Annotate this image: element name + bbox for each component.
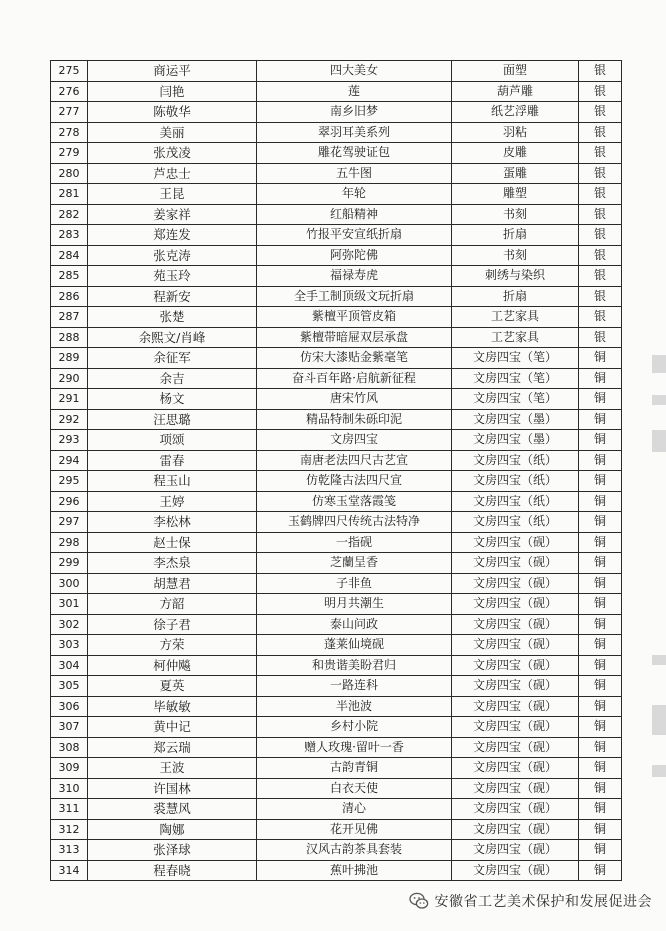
award-grade-cell: 银	[579, 81, 622, 102]
row-number-cell: 279	[51, 143, 88, 164]
award-grade-cell: 银	[579, 102, 622, 123]
table-row	[51, 819, 622, 840]
award-table-body	[51, 61, 622, 881]
category-cell: 文房四宝（纸）	[452, 471, 579, 492]
category-cell: 蛋雕	[452, 163, 579, 184]
category-cell: 文房四宝（砚）	[452, 614, 579, 635]
table-row	[51, 758, 622, 779]
creator-name-cell: 王婷	[88, 491, 257, 512]
table-row	[51, 553, 622, 574]
creator-name-cell: 王昆	[88, 184, 257, 205]
watermark-text: 安徽省工艺美术保护和发展促进会	[434, 894, 652, 910]
category-cell: 文房四宝（砚）	[452, 696, 579, 717]
award-grade-cell: 铜	[579, 573, 622, 594]
table-row	[51, 696, 622, 717]
table-row	[51, 717, 622, 738]
award-grade-cell: 铜	[579, 655, 622, 676]
work-title-cell: 年轮	[257, 184, 452, 205]
category-cell: 文房四宝（纸）	[452, 450, 579, 471]
award-grade-cell: 铜	[579, 348, 622, 369]
table-row	[51, 204, 622, 225]
award-grade-cell: 铜	[579, 512, 622, 533]
creator-name-cell: 余征军	[88, 348, 257, 369]
creator-name-cell: 徐子君	[88, 614, 257, 635]
work-title-cell: 一路连科	[257, 676, 452, 697]
work-title-cell: 南唐老法四尺古艺宣	[257, 450, 452, 471]
award-grade-cell: 银	[579, 286, 622, 307]
wechat-icon	[409, 891, 429, 911]
award-grade-cell: 银	[579, 122, 622, 143]
row-number-cell: 288	[51, 327, 88, 348]
row-number-cell: 277	[51, 102, 88, 123]
award-grade-cell: 铜	[579, 430, 622, 451]
creator-name-cell: 余吉	[88, 368, 257, 389]
row-number-cell: 283	[51, 225, 88, 246]
work-title-cell: 仿寒玉堂落霞笺	[257, 491, 452, 512]
creator-name-cell: 汪思璐	[88, 409, 257, 430]
category-cell: 文房四宝（砚）	[452, 799, 579, 820]
award-grade-cell: 铜	[579, 614, 622, 635]
award-grade-cell: 铜	[579, 717, 622, 738]
row-number-cell: 291	[51, 389, 88, 410]
category-cell: 工艺家具	[452, 307, 579, 328]
creator-name-cell: 张茂凌	[88, 143, 257, 164]
award-grade-cell: 铜	[579, 676, 622, 697]
row-number-cell: 296	[51, 491, 88, 512]
work-title-cell: 蓬莱仙境砚	[257, 635, 452, 656]
award-grade-cell: 铜	[579, 594, 622, 615]
table-row	[51, 573, 622, 594]
creator-name-cell: 许国林	[88, 778, 257, 799]
award-grade-cell: 铜	[579, 635, 622, 656]
row-number-cell: 307	[51, 717, 88, 738]
work-title-cell: 文房四宝	[257, 430, 452, 451]
category-cell: 羽粘	[452, 122, 579, 143]
award-grade-cell: 铜	[579, 450, 622, 471]
scan-margin-mark	[652, 765, 666, 777]
category-cell: 文房四宝（纸）	[452, 512, 579, 533]
work-title-cell: 玉鹤牌四尺传统古法特净	[257, 512, 452, 533]
table-row	[51, 471, 622, 492]
category-cell: 文房四宝（墨）	[452, 409, 579, 430]
creator-name-cell: 方荣	[88, 635, 257, 656]
category-cell: 工艺家具	[452, 327, 579, 348]
row-number-cell: 311	[51, 799, 88, 820]
table-row	[51, 307, 622, 328]
table-row	[51, 81, 622, 102]
category-cell: 折扇	[452, 286, 579, 307]
work-title-cell: 雕花驾驶证包	[257, 143, 452, 164]
row-number-cell: 312	[51, 819, 88, 840]
category-cell: 文房四宝（砚）	[452, 717, 579, 738]
award-grade-cell: 铜	[579, 389, 622, 410]
work-title-cell: 福禄寿虎	[257, 266, 452, 287]
creator-name-cell: 赵士保	[88, 532, 257, 553]
scan-margin-mark	[652, 395, 666, 405]
creator-name-cell: 商运平	[88, 61, 257, 82]
work-title-cell: 清心	[257, 799, 452, 820]
award-grade-cell: 银	[579, 245, 622, 266]
category-cell: 文房四宝（砚）	[452, 676, 579, 697]
work-title-cell: 一指砚	[257, 532, 452, 553]
table-row	[51, 860, 622, 881]
creator-name-cell: 毕敏敏	[88, 696, 257, 717]
category-cell: 文房四宝（笔）	[452, 389, 579, 410]
table-row	[51, 512, 622, 533]
category-cell: 文房四宝（砚）	[452, 594, 579, 615]
award-grade-cell: 铜	[579, 368, 622, 389]
work-title-cell: 赠人玫瑰·留叶一香	[257, 737, 452, 758]
creator-name-cell: 芦忠士	[88, 163, 257, 184]
table-row	[51, 102, 622, 123]
creator-name-cell: 闫艳	[88, 81, 257, 102]
work-title-cell: 芝蘭呈香	[257, 553, 452, 574]
category-cell: 纸艺浮雕	[452, 102, 579, 123]
row-number-cell: 285	[51, 266, 88, 287]
table-row	[51, 655, 622, 676]
row-number-cell: 295	[51, 471, 88, 492]
creator-name-cell: 黄中记	[88, 717, 257, 738]
award-grade-cell: 银	[579, 266, 622, 287]
table-row	[51, 266, 622, 287]
award-grade-cell: 铜	[579, 553, 622, 574]
row-number-cell: 289	[51, 348, 88, 369]
table-row	[51, 61, 622, 82]
category-cell: 文房四宝（砚）	[452, 573, 579, 594]
table-row	[51, 245, 622, 266]
work-title-cell: 泰山问政	[257, 614, 452, 635]
row-number-cell: 299	[51, 553, 88, 574]
row-number-cell: 282	[51, 204, 88, 225]
row-number-cell: 313	[51, 840, 88, 861]
table-row	[51, 840, 622, 861]
award-grade-cell: 银	[579, 307, 622, 328]
category-cell: 雕塑	[452, 184, 579, 205]
scan-margin-mark	[652, 705, 666, 735]
work-title-cell: 竹报平安宣纸折扇	[257, 225, 452, 246]
creator-name-cell: 郑云瑞	[88, 737, 257, 758]
work-title-cell: 汉风古韵茶具套装	[257, 840, 452, 861]
creator-name-cell: 裘慧风	[88, 799, 257, 820]
row-number-cell: 276	[51, 81, 88, 102]
work-title-cell: 唐宋竹风	[257, 389, 452, 410]
table-row	[51, 491, 622, 512]
work-title-cell: 仿宋大漆贴金紫毫笔	[257, 348, 452, 369]
category-cell: 文房四宝（纸）	[452, 491, 579, 512]
creator-name-cell: 张泽球	[88, 840, 257, 861]
row-number-cell: 303	[51, 635, 88, 656]
table-row	[51, 737, 622, 758]
category-cell: 刺绣与染织	[452, 266, 579, 287]
award-grade-cell: 银	[579, 143, 622, 164]
award-grade-cell: 铜	[579, 532, 622, 553]
creator-name-cell: 张克涛	[88, 245, 257, 266]
scan-margin-mark	[652, 430, 666, 452]
creator-name-cell: 王波	[88, 758, 257, 779]
category-cell: 文房四宝（砚）	[452, 819, 579, 840]
creator-name-cell: 张楚	[88, 307, 257, 328]
category-cell: 书刻	[452, 245, 579, 266]
work-title-cell: 奋斗百年路·启航新征程	[257, 368, 452, 389]
work-title-cell: 白衣天使	[257, 778, 452, 799]
table-row	[51, 286, 622, 307]
table-row	[51, 614, 622, 635]
creator-name-cell: 李杰泉	[88, 553, 257, 574]
wechat-watermark	[409, 889, 653, 913]
creator-name-cell: 雷春	[88, 450, 257, 471]
table-row	[51, 635, 622, 656]
creator-name-cell: 郑连发	[88, 225, 257, 246]
award-grade-cell: 铜	[579, 409, 622, 430]
work-title-cell: 红船精神	[257, 204, 452, 225]
table-row	[51, 225, 622, 246]
award-grade-cell: 铜	[579, 491, 622, 512]
row-number-cell: 290	[51, 368, 88, 389]
row-number-cell: 293	[51, 430, 88, 451]
work-title-cell: 蕉叶拂池	[257, 860, 452, 881]
award-grade-cell: 铜	[579, 860, 622, 881]
category-cell: 文房四宝（砚）	[452, 778, 579, 799]
row-number-cell: 301	[51, 594, 88, 615]
work-title-cell: 仿乾隆古法四尺宣	[257, 471, 452, 492]
table-row	[51, 778, 622, 799]
category-cell: 文房四宝（墨）	[452, 430, 579, 451]
table-row	[51, 122, 622, 143]
creator-name-cell: 程新安	[88, 286, 257, 307]
award-grade-cell: 铜	[579, 696, 622, 717]
category-cell: 文房四宝（砚）	[452, 655, 579, 676]
row-number-cell: 294	[51, 450, 88, 471]
creator-name-cell: 胡慧君	[88, 573, 257, 594]
work-title-cell: 古韵青铜	[257, 758, 452, 779]
row-number-cell: 287	[51, 307, 88, 328]
table-row	[51, 799, 622, 820]
creator-name-cell: 姜家祥	[88, 204, 257, 225]
category-cell: 面塑	[452, 61, 579, 82]
scan-margin-mark	[652, 355, 666, 373]
creator-name-cell: 美丽	[88, 122, 257, 143]
work-title-cell: 紫檀平顶管皮箱	[257, 307, 452, 328]
row-number-cell: 284	[51, 245, 88, 266]
row-number-cell: 297	[51, 512, 88, 533]
award-grade-cell: 铜	[579, 758, 622, 779]
table-row	[51, 676, 622, 697]
category-cell: 文房四宝（砚）	[452, 737, 579, 758]
row-number-cell: 308	[51, 737, 88, 758]
table-row	[51, 409, 622, 430]
row-number-cell: 298	[51, 532, 88, 553]
row-number-cell: 278	[51, 122, 88, 143]
row-number-cell: 302	[51, 614, 88, 635]
work-title-cell: 和贵谐美盼君归	[257, 655, 452, 676]
row-number-cell: 305	[51, 676, 88, 697]
scan-margin-mark	[652, 655, 666, 665]
creator-name-cell: 夏英	[88, 676, 257, 697]
creator-name-cell: 陈敬华	[88, 102, 257, 123]
creator-name-cell: 柯仲飚	[88, 655, 257, 676]
award-grade-cell: 铜	[579, 819, 622, 840]
table-row	[51, 184, 622, 205]
creator-name-cell: 陶娜	[88, 819, 257, 840]
work-title-cell: 明月共潮生	[257, 594, 452, 615]
category-cell: 折扇	[452, 225, 579, 246]
work-title-cell: 四大美女	[257, 61, 452, 82]
award-grade-cell: 铜	[579, 471, 622, 492]
work-title-cell: 半池波	[257, 696, 452, 717]
category-cell: 文房四宝（砚）	[452, 553, 579, 574]
table-row	[51, 348, 622, 369]
table-row	[51, 532, 622, 553]
award-table	[50, 60, 622, 881]
work-title-cell: 乡村小院	[257, 717, 452, 738]
category-cell: 文房四宝（砚）	[452, 840, 579, 861]
work-title-cell: 花开见佛	[257, 819, 452, 840]
work-title-cell: 阿弥陀佛	[257, 245, 452, 266]
row-number-cell: 275	[51, 61, 88, 82]
table-row	[51, 327, 622, 348]
creator-name-cell: 项颂	[88, 430, 257, 451]
category-cell: 文房四宝（砚）	[452, 532, 579, 553]
row-number-cell: 286	[51, 286, 88, 307]
work-title-cell: 子非鱼	[257, 573, 452, 594]
row-number-cell: 306	[51, 696, 88, 717]
category-cell: 文房四宝（砚）	[452, 758, 579, 779]
work-title-cell: 翠羽耳美系列	[257, 122, 452, 143]
table-row	[51, 594, 622, 615]
row-number-cell: 314	[51, 860, 88, 881]
table-row	[51, 368, 622, 389]
category-cell: 葫芦雕	[452, 81, 579, 102]
category-cell: 文房四宝（砚）	[452, 860, 579, 881]
work-title-cell: 五牛图	[257, 163, 452, 184]
row-number-cell: 304	[51, 655, 88, 676]
table-row	[51, 430, 622, 451]
award-grade-cell: 银	[579, 61, 622, 82]
table-row	[51, 389, 622, 410]
creator-name-cell: 方韶	[88, 594, 257, 615]
creator-name-cell: 程玉山	[88, 471, 257, 492]
creator-name-cell: 余熙文/肖峰	[88, 327, 257, 348]
creator-name-cell: 苑玉玲	[88, 266, 257, 287]
row-number-cell: 300	[51, 573, 88, 594]
category-cell: 文房四宝（笔）	[452, 348, 579, 369]
award-grade-cell: 银	[579, 204, 622, 225]
row-number-cell: 310	[51, 778, 88, 799]
table-row	[51, 163, 622, 184]
category-cell: 文房四宝（砚）	[452, 635, 579, 656]
award-grade-cell: 铜	[579, 799, 622, 820]
work-title-cell: 南乡旧梦	[257, 102, 452, 123]
award-grade-cell: 铜	[579, 778, 622, 799]
award-grade-cell: 铜	[579, 840, 622, 861]
work-title-cell: 紫檀带暗屉双层承盘	[257, 327, 452, 348]
table-row	[51, 143, 622, 164]
award-grade-cell: 铜	[579, 737, 622, 758]
row-number-cell: 281	[51, 184, 88, 205]
category-cell: 书刻	[452, 204, 579, 225]
creator-name-cell: 杨文	[88, 389, 257, 410]
row-number-cell: 280	[51, 163, 88, 184]
table-row	[51, 450, 622, 471]
creator-name-cell: 李松林	[88, 512, 257, 533]
work-title-cell: 莲	[257, 81, 452, 102]
award-grade-cell: 银	[579, 225, 622, 246]
category-cell: 文房四宝（笔）	[452, 368, 579, 389]
work-title-cell: 精品特制朱砾印泥	[257, 409, 452, 430]
creator-name-cell: 程春晓	[88, 860, 257, 881]
category-cell: 皮雕	[452, 143, 579, 164]
row-number-cell: 309	[51, 758, 88, 779]
award-grade-cell: 银	[579, 327, 622, 348]
award-grade-cell: 银	[579, 184, 622, 205]
work-title-cell: 全手工制顶级文玩折扇	[257, 286, 452, 307]
row-number-cell: 292	[51, 409, 88, 430]
award-grade-cell: 银	[579, 163, 622, 184]
